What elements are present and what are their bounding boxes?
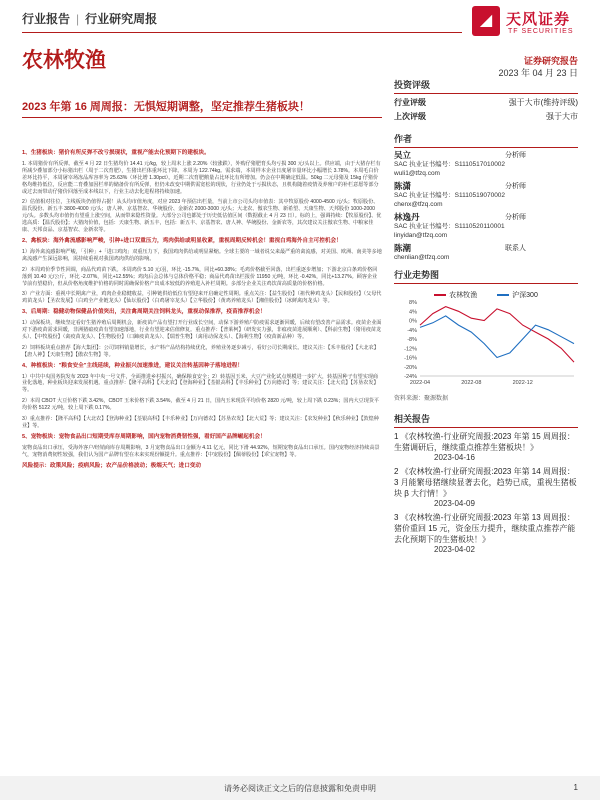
- trend-title: 行业走势图: [394, 268, 578, 284]
- section-hog-para-1: 1. 本周猪价有所反弹。截至 4 月 22 日生猪均价 14.41 元/kg，较上周末上涨 2.20%（较涨跌），外购仔猪肥育头均亏损 300 元/头以上。供应端，由于大猪存栏有所减少叠加部分小标猪出栏（周于二次育肥），生猪出栏体重环比下降。本周为 122.74kg。需求端，本周样本企业日度屠宰量环比小幅增长 3.78%。本周毛白价差环比持平，本周屠宰场冻品库容率为 25.63%（环比增 1.30pct）。近期二次育肥鹅量占比环比有所增加。仍会在中期确定低温。50kg 二元母猪及 15kg 仔猪价格均维持低位，反应能二育叠加因栏率的储备价有所反弹，但仍未改变中期供需宽松的现状，行业仍处于亏损状态，且机构随着疫情及养殖户的补栏意愿等部分或过去而带动仔猪价回落至成本线以下，行业主动去化进程将持续加速。: [22, 160, 381, 195]
- x-tick-label: 2022-04: [409, 380, 431, 386]
- author-cert: [394, 191, 578, 200]
- industry-rating-label: 行业评级: [394, 98, 426, 107]
- trend-chart-svg: [394, 288, 578, 392]
- industry-rating-row: [394, 97, 578, 108]
- x-tick-label: 2022-12: [512, 380, 533, 386]
- author-entry: [394, 182, 578, 209]
- section-poultry-para-1: 1）海外禽流感影响严峻，「引种」+「进口鸡肉」双重压力下，我国鸡肉供给或明显紧缩。全球主要的一域者说父来最严重的禽流感，对美国、欧洲、南美等多地禽流感产生深远影响，需持续重视对我国鸡肉供给的影响。: [22, 248, 382, 262]
- section-hog-para-2: 2）估值相对往位，主线板块仍值得占据！从头均市值角度，对应 2023 年预估出栏量，当前上市公司头均市值表：其中牧原股份 4000-4500 元/头；牧原股份、温氏股份、新五丰 3800-4000 元/头；唐人神、京基智农、华统股份、金新农 2000-3000 元/头；大北农、傲农生物、新希望、天康生物、天邦股份 1000-2000 元/头。多数头均市值仍有望重上涨空间，从而带来隐性资量。大部分公司也都处于历史低估值区间（数据截止 4 月 23 日）。标的上，强调持续：【牧原股份】、优选高质：【温氏股份】；大猪肉价值，包括：天康生物、新五丰，包括：新五丰、京基智农、唐人神、华统股份、金新农等，其次建议关注傲农生物、中粮家佳康、天邦食品、京基智农、金新农等。: [22, 199, 382, 234]
- legend-item-industry: [434, 290, 477, 300]
- rating-title: 投资评级: [394, 78, 578, 94]
- author-cert-label: SAC 执业证书编号：: [394, 161, 455, 168]
- series-line-industry: [420, 307, 574, 363]
- author-name-row: [394, 182, 578, 191]
- authors-list: [394, 151, 578, 262]
- author-name: 林逸丹: [394, 212, 420, 222]
- y-tick-label: -24%: [404, 374, 417, 380]
- legend-label-index: 沪深300: [512, 292, 538, 299]
- section-poultry-para-3: 3）产业方面：重视中长期禽产业，鸡肉企业稳健收益，引种链供给低位有望迎来开启确定性周期。重点关注：【益生股份】（祖代种鸡龙头）【民和股份】（父母代鸡苗龙头）【圣农发展】（白鸡全产业链龙头）【仙坛股份】（白鸡屠宰龙头）【立华股份】（黄鸡养殖龙头）【湘佳股份】（冰鲜禽肉龙头）等。: [22, 291, 382, 305]
- sidebar: [394, 78, 578, 558]
- header-divider: [22, 32, 462, 33]
- report-tag-weekly: 行业研究周报: [85, 12, 158, 26]
- related-list: [394, 431, 578, 554]
- report-body: [22, 150, 382, 474]
- tf-securities-logo: [472, 4, 582, 42]
- author-role: 分析师: [505, 214, 526, 221]
- sector-title: 农林牧渔: [22, 49, 106, 72]
- author-email[interactable]: linyidan@tfzq.com: [394, 232, 448, 239]
- industry-rating-value: 强于大市(维持评级): [508, 98, 578, 107]
- logo-english-name: TF SECURITIES: [508, 28, 574, 35]
- section-planting-para-1: 1）中共中央国务院发布 2023 年中央一号文件，全面推进乡村振兴，确保粮食安全；2）转基因玉米、大豆产业化试点规模进一步扩大，转基因种子有望实现商业化落地，种业板块迎来发展机遇。重点推荐：【隆平高科】【大北农】【登海种业】【荃银高科】【丰乐种业】【万向德农】等；建议关注：【北大荒】【苏垦农发】等。: [22, 373, 379, 394]
- author-entry: [394, 151, 578, 178]
- report-date: 2023 年 04 月 23 日: [498, 68, 578, 78]
- related-report-date: 2023-04-02: [434, 545, 475, 554]
- legend-item-index: [497, 290, 538, 300]
- y-tick-label: -4%: [407, 327, 417, 334]
- section-poultry-heading: 2、禽板块：海外禽流感影响严峻，引种+进口双重压力，鸡肉供给或明显收紧，重视周期反转机会！重视白鸡海外自主可控机会！: [22, 237, 342, 244]
- report-type: 证券研究报告: [523, 56, 578, 66]
- author-cert-number: S1110520110001: [454, 223, 505, 230]
- subtitle-divider: [22, 117, 382, 118]
- author-cert-number: S1110519070002: [454, 192, 506, 199]
- author-entry: [394, 213, 578, 240]
- section-postcycle-heading: 3、后周期：稳健动物保健品价值突出，关注禽周期关注饲料龙头，重视动保推荐，疫苗推荐机会！: [22, 309, 266, 316]
- series-line-index: [420, 316, 574, 358]
- tf-logo-icon: ◢: [472, 6, 500, 36]
- prev-rating-value: 强于大市: [546, 112, 578, 121]
- author-email[interactable]: wuli1@tfzq.com: [394, 170, 440, 177]
- report-subtitle: 2023 年第 16 周周报：无惧短期调整，坚定推荐生猪板块！: [22, 101, 310, 113]
- x-tick-label: 2022-08: [461, 380, 482, 386]
- y-tick-label: -20%: [404, 364, 417, 371]
- chart-legend: [394, 290, 578, 300]
- y-tick-label: -16%: [404, 355, 417, 362]
- section-planting-heading: 4、种植板块："粮食安全"主线延续，种业振兴加速推进，建议关注转基因种子落地进程！: [22, 362, 243, 369]
- author-cert: [394, 222, 578, 231]
- author-role: 联系人: [505, 245, 526, 252]
- author-entry: [394, 244, 578, 262]
- legend-label-industry: 农林牧渔: [449, 292, 478, 299]
- logo-chinese-name: 天风证券: [506, 11, 571, 28]
- author-cert-label: SAC 执业证书编号：: [394, 192, 455, 199]
- section-hog-heading: 1、生猪板块：猪价有所反弹不改亏损现状，重视产能去化预期下的建板块。: [22, 150, 210, 156]
- header-separator: |: [76, 12, 80, 26]
- author-name: 陈潇: [394, 181, 412, 191]
- report-tag-industry: 行业报告: [22, 12, 71, 26]
- related-report-date: 2023-04-16: [434, 453, 475, 462]
- related-report-date: 2023-04-09: [434, 499, 475, 508]
- related-report-link[interactable]: 2 《农林牧渔-行业研究周报:2023 年第 14 周周报：3 月能繁母猪继续显著去化，趋势已成，重视生猪板块 β 大行情！》: [394, 467, 577, 498]
- related-title: 相关报告: [394, 412, 578, 428]
- section-poultry-para-2: 2）本周鸡价季节性回调，商品代鸡苗下跌。本周鸡价 5.10 元/羽，环比 -15.7%，同比+60.38%；毛鸡价格截至回落，出栏重逐步增加；下游北京白条鸡价格回落到 10.40 元/公斤，环比 -2.07%，同比+12.55%；鸡肉后会总体与总体价格平稳；商品代鸡苗出栏报价 11950 元/吨，环比 -0.42%，同比+13.27%。顾客企业节前有望稳价，但从价格角度维护价格的同时需确保价格产出成本较低的养殖进入补栏周期。多部分企业关注鸡饮苗高质量的价格价格。: [22, 266, 378, 287]
- author-role: 分析师: [505, 183, 526, 190]
- section-postcycle-para-1: 1）动保板块，继续坚定看好生猪养殖后周期机会，新疫苗产品有望打开行业成长空间，动保下游养殖户防疫需求逐渐回暖，后续有望改善产品需求。疫苗企业面对下游疫苗需求回暖，非洲猪瘟疫苗有望加速落地，行业有望迎来估值修复。重点推荐：【普莱柯】（研发实力强，非瘟疫苗进展顺利）、【科前生物】（猪用疫苗龙头）、【中牧股份】（禽疫苗龙头）、【生物股份】（口蹄疫苗龙头）、【瑞普生物】（禽用动保龙头）、【海利生物】（疫苗新品种）等。: [22, 320, 382, 340]
- authors-title: 作者: [394, 132, 578, 148]
- author-name-row: [394, 244, 578, 253]
- prev-rating-row: [394, 111, 578, 122]
- author-name: 陈潮: [394, 243, 412, 253]
- y-tick-label: 4%: [409, 309, 417, 316]
- section-planting-para-3: 3）重点推荐：【隆平高科】【大北农】【登海种业】【荃银高科】【丰乐种业】【万向德农】【苏垦农发】【北大荒】等；建议关注：【农发种业】【秋乐种业】【敦煌种业】等。: [22, 416, 379, 429]
- author-role: 分析师: [505, 152, 526, 159]
- section-pet-heading: 5、宠物板块：宠物食品出口短期受库存周期影响，国内宠物消费韧性强，看好国产品牌崛起机会！: [22, 433, 266, 440]
- page-number: 1: [573, 783, 578, 792]
- page-footer: [0, 776, 600, 800]
- trend-chart: [394, 288, 578, 392]
- related-report-link[interactable]: 1 《农林牧渔-行业研究周报:2023 年第 15 周周报：生猪调研后，继续重点推荐生猪板块！》: [394, 432, 575, 452]
- author-name-row: [394, 213, 578, 222]
- author-name-row: [394, 151, 578, 160]
- y-tick-label: -8%: [407, 337, 417, 343]
- legend-swatch-industry: [434, 294, 446, 296]
- y-tick-label: -12%: [404, 346, 417, 353]
- prev-rating-label: 上次评级: [394, 112, 426, 121]
- y-tick-label: 8%: [409, 300, 417, 306]
- risk-warning: 风险提示：政策风险；疫病风险；农产品价格波动；极端天气；进口变动: [22, 462, 202, 469]
- chart-source: 资料来源：聚源数据: [394, 396, 449, 402]
- author-email[interactable]: chenx@tfzq.com: [394, 201, 443, 208]
- disclaimer-text: 请务必阅读正文之后的信息披露和免责申明: [224, 784, 376, 793]
- author-cert-number: S1110517010002: [454, 161, 506, 168]
- section-postcycle-para-2: 2）饲料板块重点推荐【海大集团】：公司饲料销量增长，水产料产品结构持续优化，养殖业务逐步减亏，看好公司长期成长。建议关注：【禾丰股份】【大北农】【唐人神】【天康生物】【傲农生物】等。: [22, 344, 379, 358]
- author-name: 吴立: [394, 150, 412, 160]
- related-report-link[interactable]: 3 《农林牧渔-行业研究周报:2023 年第 13 周周报：猪价重回 15 元，资金压力提升，继续重点推荐产能去化预期下的生猪板块！》: [394, 513, 576, 544]
- y-tick-label: 0%: [409, 318, 417, 325]
- author-cert-label: SAC 执业证书编号：: [394, 223, 455, 230]
- section-pet-para-1: 宠物食品出口承压，受海外客户/经销商库存周期影响，3 月宠物食品出口金额为 4.11 亿元，同比下滑 44.92%，短期宠物食品出口承压。国内宠物经济持续高景气，宠物消费韧性较强，我们认为国产品牌有望在未来实现份额提升。重点推荐：【中宠股份】【佩蒂股份】【乖宝宠物】等。: [22, 444, 380, 458]
- report-header-tags: [22, 10, 157, 27]
- section-planting-para-2: 2）本周 CBOT 大豆价格下跌 3.42%，CBOT 玉米价格下跌 3.54%，截至 4 月 21 日，国内玉米现货平均价格 2820 元/吨，较上周下跌 0.23%；国内大豆现货平均价格 5122 元/吨，较上周下跌 0.17%。: [22, 398, 380, 412]
- legend-swatch-index: [497, 294, 509, 296]
- author-cert: [394, 160, 578, 169]
- author-email[interactable]: chenlian@tfzq.com: [394, 254, 450, 261]
